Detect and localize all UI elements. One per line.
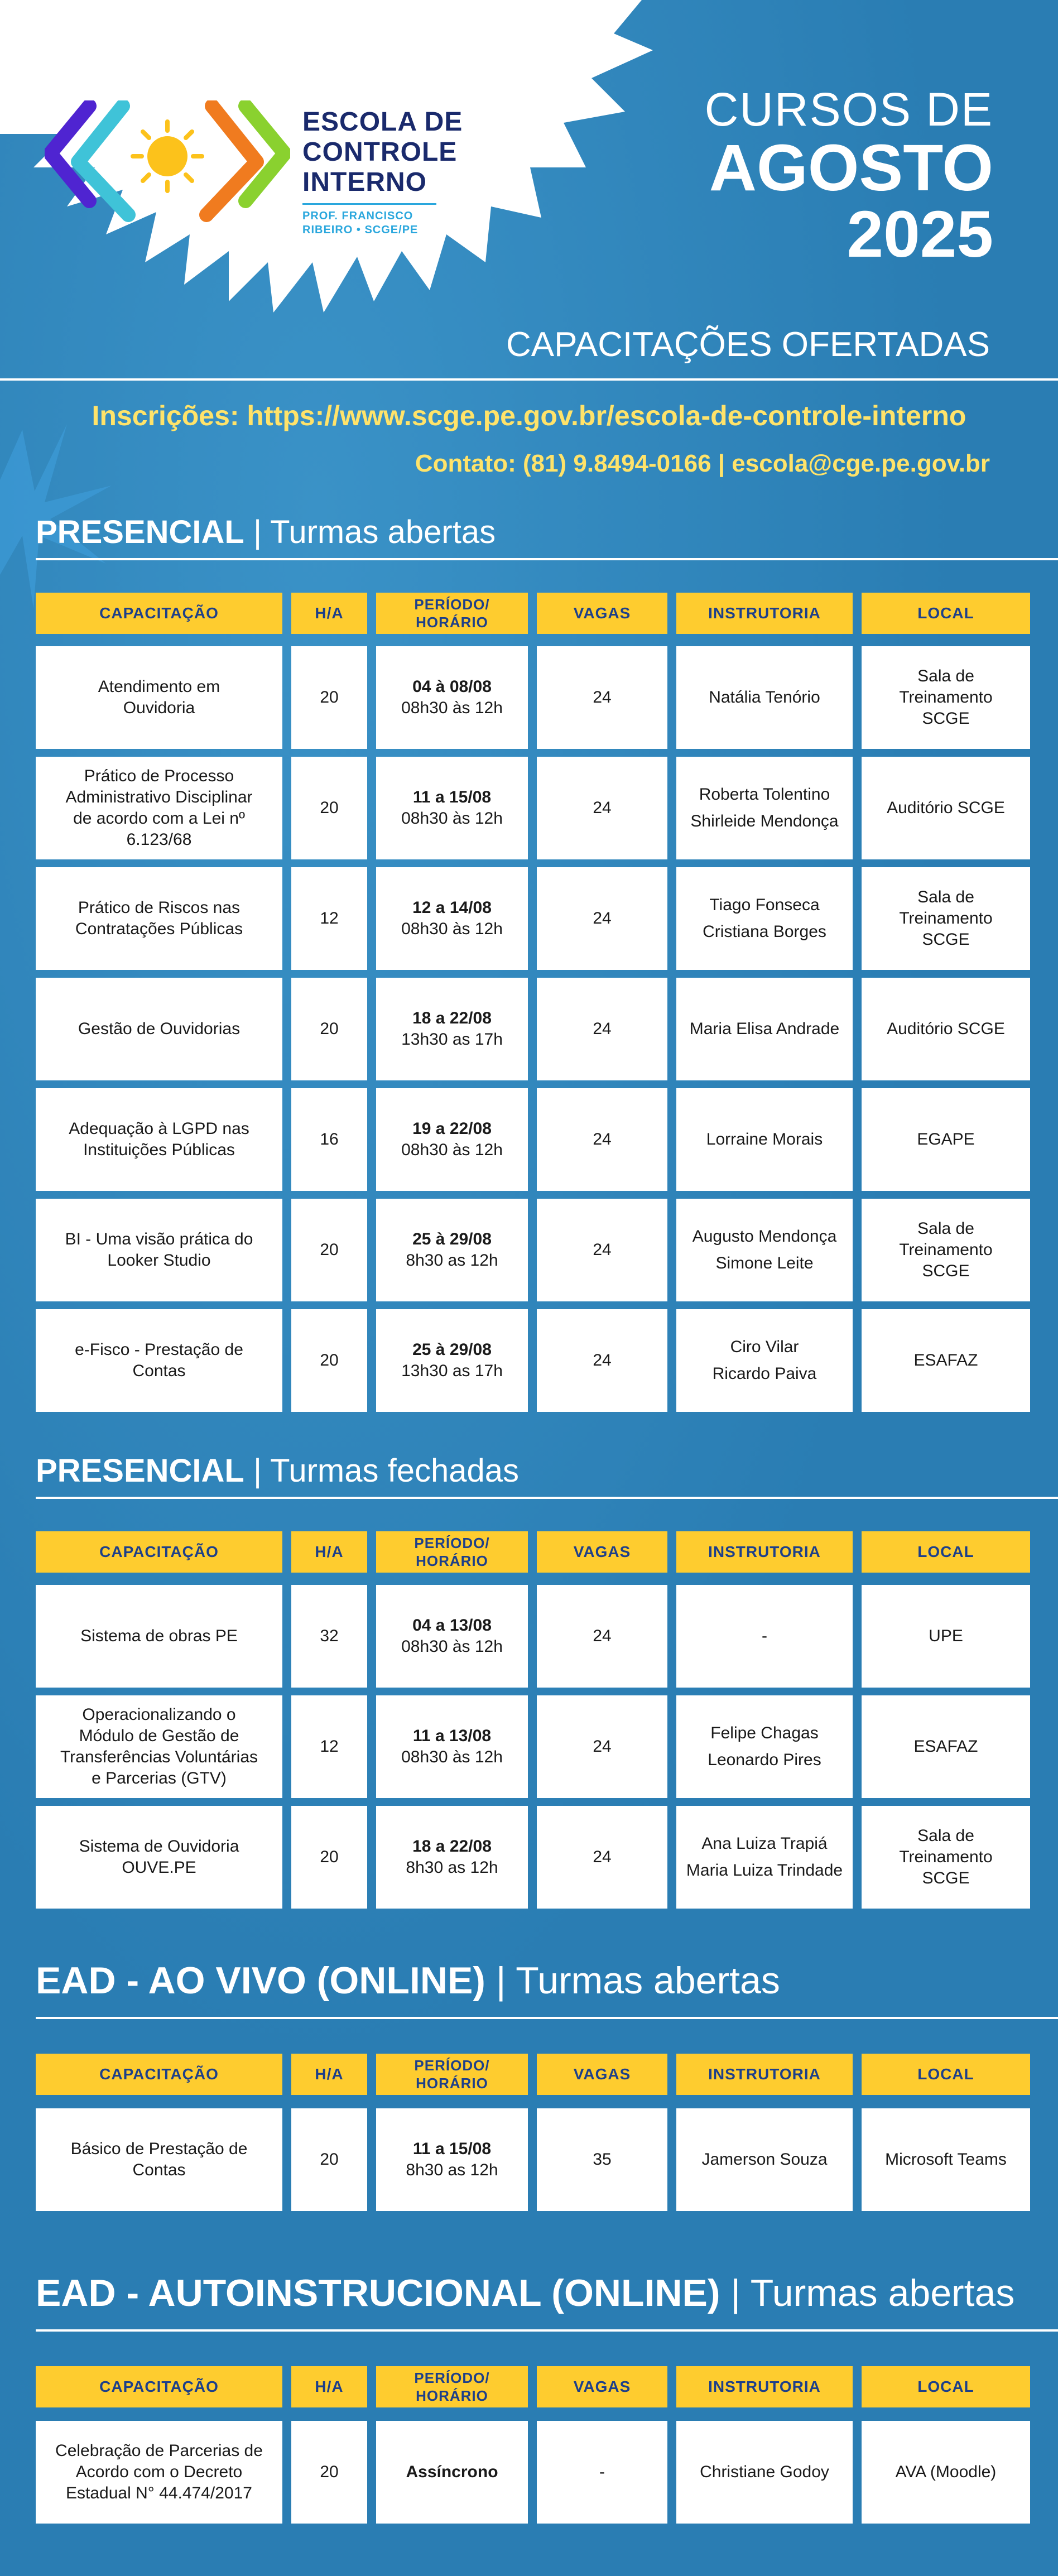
table-cell-vagas	[537, 1585, 667, 1688]
hours-value: 12	[320, 909, 339, 927]
vacancies-value: 24	[593, 1737, 612, 1756]
course-name-line: de acordo com a Lei nº	[73, 809, 245, 828]
column-header-vagas	[537, 593, 667, 634]
hours-value: 20	[320, 1241, 339, 1259]
course-name-line: Transferências Voluntárias	[60, 1748, 258, 1766]
table-cell-ha	[291, 2108, 367, 2211]
column-header-label: HORÁRIO	[416, 2387, 488, 2404]
course-name-line: Administrativo Disciplinar	[65, 788, 253, 806]
column-header-per	[376, 2054, 528, 2095]
hours-value: 20	[320, 799, 339, 817]
inscricoes-link[interactable]: Inscrições: https://www.scge.pe.gov.br/escola-de-controle-interno	[92, 400, 966, 431]
table-cell-instr	[676, 1695, 853, 1798]
table-cell-local	[862, 2108, 1030, 2211]
period-time: 08h30 às 12h	[401, 809, 503, 828]
course-name-line: Ouvidoria	[123, 699, 195, 717]
period-time: 13h30 as 17h	[401, 1362, 503, 1380]
table-cell-instr	[676, 1806, 853, 1909]
table-cell-local	[862, 757, 1030, 859]
table-cell-ha	[291, 646, 367, 749]
section-divider	[36, 2017, 1058, 2019]
table-cell-per	[376, 646, 528, 749]
instructor-name: Ciro Vilar	[730, 1338, 799, 1356]
course-name-line: 6.123/68	[126, 830, 192, 849]
course-name-line: Contas	[132, 2161, 186, 2179]
section-divider	[36, 2329, 1058, 2332]
course-name-line: Básico de Prestação de	[70, 2140, 248, 2158]
period-dates: 19 a 22/08	[412, 1119, 492, 1138]
course-name-line: Looker Studio	[107, 1251, 211, 1270]
column-header-label: INSTRUTORIA	[708, 1543, 821, 1560]
location-line: SCGE	[922, 930, 970, 949]
column-header-label: PERÍODO/	[414, 1535, 490, 1551]
hours-value: 20	[320, 1020, 339, 1038]
section-divider	[36, 1497, 1058, 1499]
table-cell-instr	[676, 2421, 853, 2524]
column-header-per	[376, 593, 528, 634]
table-cell-local	[862, 978, 1030, 1080]
column-header-local	[862, 2366, 1030, 2407]
table-cell-vagas	[537, 1309, 667, 1412]
table-cell-ha	[291, 1088, 367, 1191]
hours-value: 16	[320, 1130, 339, 1148]
period-dates: 04 à 08/08	[412, 677, 492, 696]
location-line: Treinamento	[899, 1241, 993, 1259]
section-title	[36, 1452, 519, 1489]
hero-line2: AGOSTO	[709, 131, 993, 205]
table-cell-per	[376, 1088, 528, 1191]
table-cell-vagas	[537, 2108, 667, 2211]
instructor-name: Cristiana Borges	[703, 922, 826, 941]
vacancies-value: 24	[593, 1351, 612, 1369]
column-header-vagas	[537, 2366, 667, 2407]
table-cell-vagas	[537, 646, 667, 749]
instructor-name: Shirleide Mendonça	[690, 812, 839, 830]
period-time: 08h30 às 12h	[401, 699, 503, 717]
table-cell-cap	[36, 978, 282, 1080]
section-title	[36, 2271, 1014, 2315]
table-cell-per	[376, 2421, 528, 2524]
hero-title	[704, 83, 993, 271]
column-header-label: CAPACITAÇÃO	[99, 2378, 219, 2395]
course-name-line: Estadual N° 44.474/2017	[66, 2484, 252, 2502]
section-title-bold: PRESENCIAL	[36, 1453, 244, 1489]
table-cell-local	[862, 1088, 1030, 1191]
table-cell-ha	[291, 1309, 367, 1412]
instructor-name: Augusto Mendonça	[692, 1227, 837, 1246]
table-cell-vagas	[537, 757, 667, 859]
table-cell-cap	[36, 1695, 282, 1798]
table-cell-ha	[291, 1585, 367, 1688]
vacancies-value: 24	[593, 1848, 612, 1866]
instructor-name: Maria Elisa Andrade	[689, 1020, 840, 1038]
instructor-name: Jamerson Souza	[701, 2150, 828, 2169]
column-header-label: INSTRUTORIA	[708, 2378, 821, 2395]
column-header-cap	[36, 2366, 282, 2407]
hero-line3: 2025	[847, 198, 993, 271]
table-cell-per	[376, 1199, 528, 1301]
vacancies-value: 24	[593, 688, 612, 707]
column-header-label: HORÁRIO	[416, 614, 488, 631]
location-line: Microsoft Teams	[885, 2150, 1007, 2169]
column-header-instr	[676, 2366, 853, 2407]
column-header-label: LOCAL	[917, 1543, 974, 1560]
course-name-line: Atendimento em	[98, 677, 220, 696]
logo-line2: CONTROLE	[302, 137, 458, 167]
vacancies-value: 24	[593, 909, 612, 927]
header-divider	[0, 378, 1058, 381]
column-header-cap	[36, 2054, 282, 2095]
period-time: 08h30 às 12h	[401, 1637, 503, 1656]
location-line: Auditório SCGE	[887, 1020, 1005, 1038]
instructor-name: Roberta Tolentino	[699, 785, 830, 804]
period-dates: 25 à 29/08	[412, 1340, 492, 1359]
logo-wordmark	[302, 107, 463, 237]
vacancies-value: -	[599, 2463, 605, 2481]
table-cell-local	[862, 1199, 1030, 1301]
column-header-instr	[676, 2054, 853, 2095]
course-name-line: e Parcerias (GTV)	[92, 1769, 227, 1787]
location-line: Treinamento	[899, 688, 993, 707]
section-title	[36, 1959, 780, 2002]
column-header-instr	[676, 1531, 853, 1573]
column-header-label: H/A	[315, 604, 344, 622]
table-cell-vagas	[537, 1806, 667, 1909]
vacancies-value: 24	[593, 1241, 612, 1259]
table-cell-per	[376, 1695, 528, 1798]
table-cell-cap	[36, 2421, 282, 2524]
logo-sub2: RIBEIRO • SCGE/PE	[302, 224, 419, 236]
vacancies-value: 24	[593, 799, 612, 817]
column-header-label: PERÍODO/	[414, 596, 490, 613]
table-cell-local	[862, 867, 1030, 970]
location-line: SCGE	[922, 1869, 970, 1887]
column-header-local	[862, 593, 1030, 634]
table-cell-instr	[676, 1585, 853, 1688]
column-header-label: PERÍODO/	[414, 2057, 490, 2074]
course-name-line: BI - Uma visão prática do	[65, 1230, 253, 1248]
column-header-label: HORÁRIO	[416, 1553, 488, 1569]
vacancies-value: 24	[593, 1627, 612, 1645]
column-header-label: CAPACITAÇÃO	[99, 2065, 219, 2083]
instructor-name: Christiane Godoy	[700, 2463, 829, 2481]
section-divider	[36, 558, 1058, 560]
location-line: Sala de	[917, 1827, 974, 1845]
logo-line1: ESCOLA DE	[302, 107, 463, 137]
course-name-line: OUVE.PE	[122, 1858, 196, 1877]
hours-value: 20	[320, 1848, 339, 1866]
section-title-bold: EAD - AUTOINSTRUCIONAL (ONLINE)	[36, 2272, 720, 2314]
course-name-line: Sistema de obras PE	[80, 1627, 238, 1645]
table-cell-cap	[36, 1585, 282, 1688]
column-header-label: VAGAS	[573, 1543, 631, 1560]
section-title-thin: | Turmas fechadas	[253, 1453, 520, 1489]
course-name-line: Acordo com o Decreto	[75, 2463, 243, 2481]
course-name-line: Instituições Públicas	[83, 1141, 235, 1159]
table-cell-ha	[291, 1199, 367, 1301]
table-cell-vagas	[537, 978, 667, 1080]
location-line: UPE	[929, 1627, 963, 1645]
column-header-local	[862, 2054, 1030, 2095]
table-cell-local	[862, 1806, 1030, 1909]
location-line: ESAFAZ	[913, 1351, 978, 1369]
table-cell-cap	[36, 867, 282, 970]
period-dates: 11 a 13/08	[412, 1727, 492, 1745]
table-cell-cap	[36, 1088, 282, 1191]
table-cell-local	[862, 1585, 1030, 1688]
column-header-label: VAGAS	[573, 2065, 631, 2083]
table-cell-per	[376, 1806, 528, 1909]
table-cell-instr	[676, 2108, 853, 2211]
course-name-line: Contas	[132, 1362, 186, 1380]
table-cell-instr	[676, 1088, 853, 1191]
period-dates: 25 à 29/08	[412, 1230, 492, 1248]
location-line: Sala de	[917, 1219, 974, 1238]
location-line: Treinamento	[899, 1848, 993, 1866]
course-name-line: Operacionalizando o	[82, 1705, 236, 1724]
column-header-ha	[291, 593, 367, 634]
hours-value: 20	[320, 1351, 339, 1369]
period-time: 08h30 às 12h	[401, 1748, 503, 1766]
instructor-name: Simone Leite	[715, 1254, 814, 1272]
logo-sub1: PROF. FRANCISCO	[302, 210, 413, 222]
course-name-line: Adequação à LGPD nas	[69, 1119, 249, 1138]
table-cell-local	[862, 646, 1030, 749]
period-time: 8h30 as 12h	[406, 1251, 498, 1270]
table-cell-vagas	[537, 867, 667, 970]
location-line: Auditório SCGE	[887, 799, 1005, 817]
escola-logo-icon	[45, 100, 290, 223]
column-header-label: H/A	[315, 2378, 344, 2395]
table-cell-per	[376, 978, 528, 1080]
location-line: Sala de	[917, 667, 974, 685]
table-cell-vagas	[537, 2421, 667, 2524]
table-cell-ha	[291, 757, 367, 859]
logo-line3: INTERNO	[302, 167, 427, 197]
column-header-cap	[36, 1531, 282, 1573]
course-name-line: e-Fisco - Prestação de	[75, 1340, 243, 1359]
hours-value: 20	[320, 2463, 339, 2481]
period-time: 08h30 às 12h	[401, 1141, 503, 1159]
instructor-name: Ana Luiza Trapiá	[701, 1834, 828, 1853]
column-header-label: INSTRUTORIA	[708, 604, 821, 622]
period-dates: 18 a 22/08	[412, 1837, 492, 1856]
instructor-name: Tiago Fonseca	[709, 896, 820, 914]
column-header-ha	[291, 2054, 367, 2095]
location-line: SCGE	[922, 709, 970, 728]
instructor-name: Felipe Chagas	[710, 1724, 819, 1742]
contato-info: Contato: (81) 9.8494-0166 | escola@cge.pe.gov.br	[415, 450, 990, 477]
table-cell-ha	[291, 1695, 367, 1798]
table-cell-cap	[36, 757, 282, 859]
vacancies-value: 24	[593, 1130, 612, 1148]
table-cell-vagas	[537, 1199, 667, 1301]
table-cell-instr	[676, 978, 853, 1080]
table-cell-vagas	[537, 1695, 667, 1798]
column-header-vagas	[537, 2054, 667, 2095]
section-title-bold: EAD - AO VIVO (ONLINE)	[36, 1959, 485, 2002]
page-subtitle: CAPACITAÇÕES OFERTADAS	[506, 325, 990, 364]
location-line: AVA (Moodle)	[895, 2463, 997, 2481]
column-header-label: VAGAS	[573, 604, 631, 622]
column-header-label: VAGAS	[573, 2378, 631, 2395]
course-name-line: Sistema de Ouvidoria	[79, 1837, 239, 1856]
column-header-per	[376, 2366, 528, 2407]
table-cell-cap	[36, 1309, 282, 1412]
column-header-label: H/A	[315, 1543, 344, 1560]
vacancies-value: 24	[593, 1020, 612, 1038]
location-line: Treinamento	[899, 909, 993, 927]
table-cell-ha	[291, 1806, 367, 1909]
location-line: ESAFAZ	[913, 1737, 978, 1756]
location-line: Sala de	[917, 888, 974, 906]
table-cell-cap	[36, 646, 282, 749]
course-name-line: Prático de Processo	[84, 767, 234, 785]
column-header-label: CAPACITAÇÃO	[99, 604, 219, 622]
instructor-name: Natália Tenório	[709, 688, 820, 707]
column-header-label: HORÁRIO	[416, 2075, 488, 2092]
table-cell-per	[376, 1585, 528, 1688]
section-title-thin: | Turmas abertas	[253, 514, 496, 550]
period-dates: 12 a 14/08	[412, 898, 492, 917]
column-header-label: PERÍODO/	[414, 2370, 490, 2386]
column-header-label: CAPACITAÇÃO	[99, 1543, 219, 1560]
section-title-bold: PRESENCIAL	[36, 514, 244, 550]
column-header-cap	[36, 593, 282, 634]
course-name-line: Contratações Públicas	[75, 920, 243, 938]
column-header-label: INSTRUTORIA	[708, 2065, 821, 2083]
period-dates: Assíncrono	[406, 2463, 498, 2481]
column-header-ha	[291, 2366, 367, 2407]
vacancies-value: 35	[593, 2150, 612, 2169]
section-title-thin: | Turmas abertas	[496, 1959, 780, 2002]
hours-value: 20	[320, 2150, 339, 2169]
table-cell-instr	[676, 867, 853, 970]
course-name-line: Celebração de Parcerias de	[55, 2442, 263, 2460]
table-cell-instr	[676, 1309, 853, 1412]
hours-value: 20	[320, 688, 339, 707]
period-dates: 04 a 13/08	[412, 1616, 492, 1635]
column-header-label: LOCAL	[917, 604, 974, 622]
section-title	[36, 513, 496, 551]
table-cell-per	[376, 1309, 528, 1412]
period-time: 13h30 as 17h	[401, 1030, 503, 1049]
period-dates: 11 a 15/08	[412, 788, 492, 806]
table-cell-instr	[676, 1199, 853, 1301]
period-time: 8h30 as 12h	[406, 1858, 498, 1877]
table-cell-instr	[676, 757, 853, 859]
table-cell-cap	[36, 1199, 282, 1301]
instructor-name: -	[762, 1627, 767, 1645]
table-cell-cap	[36, 1806, 282, 1909]
logo-divider	[302, 203, 436, 205]
hours-value: 12	[320, 1737, 339, 1756]
column-header-label: LOCAL	[917, 2378, 974, 2395]
course-name-line: Gestão de Ouvidorias	[78, 1020, 241, 1038]
table-cell-ha	[291, 867, 367, 970]
period-time: 08h30 às 12h	[401, 920, 503, 938]
course-name-line: Módulo de Gestão de	[79, 1727, 239, 1745]
instructor-name: Leonardo Pires	[708, 1751, 821, 1769]
column-header-per	[376, 1531, 528, 1573]
column-header-local	[862, 1531, 1030, 1573]
table-cell-instr	[676, 646, 853, 749]
table-cell-per	[376, 2108, 528, 2211]
table-cell-per	[376, 867, 528, 970]
table-cell-ha	[291, 2421, 367, 2524]
period-dates: 18 a 22/08	[412, 1009, 492, 1027]
table-cell-per	[376, 757, 528, 859]
period-dates: 11 a 15/08	[412, 2140, 492, 2158]
course-name-line: Prático de Riscos nas	[78, 898, 241, 917]
section-title-thin: | Turmas abertas	[730, 2272, 1015, 2314]
column-header-vagas	[537, 1531, 667, 1573]
hours-value: 32	[320, 1627, 339, 1645]
location-line: EGAPE	[917, 1130, 975, 1148]
table-cell-vagas	[537, 1088, 667, 1191]
table-cell-local	[862, 1695, 1030, 1798]
column-header-ha	[291, 1531, 367, 1573]
table-cell-local	[862, 2421, 1030, 2524]
instructor-name: Maria Luiza Trindade	[686, 1861, 843, 1880]
column-header-label: H/A	[315, 2065, 344, 2083]
location-line: SCGE	[922, 1262, 970, 1280]
instructor-name: Ricardo Paiva	[712, 1364, 817, 1383]
column-header-instr	[676, 593, 853, 634]
table-cell-ha	[291, 978, 367, 1080]
hero-line1: CURSOS DE	[704, 83, 993, 136]
table-cell-cap	[36, 2108, 282, 2211]
period-time: 8h30 as 12h	[406, 2161, 498, 2179]
column-header-label: LOCAL	[917, 2065, 974, 2083]
table-cell-local	[862, 1309, 1030, 1412]
instructor-name: Lorraine Morais	[706, 1130, 823, 1148]
